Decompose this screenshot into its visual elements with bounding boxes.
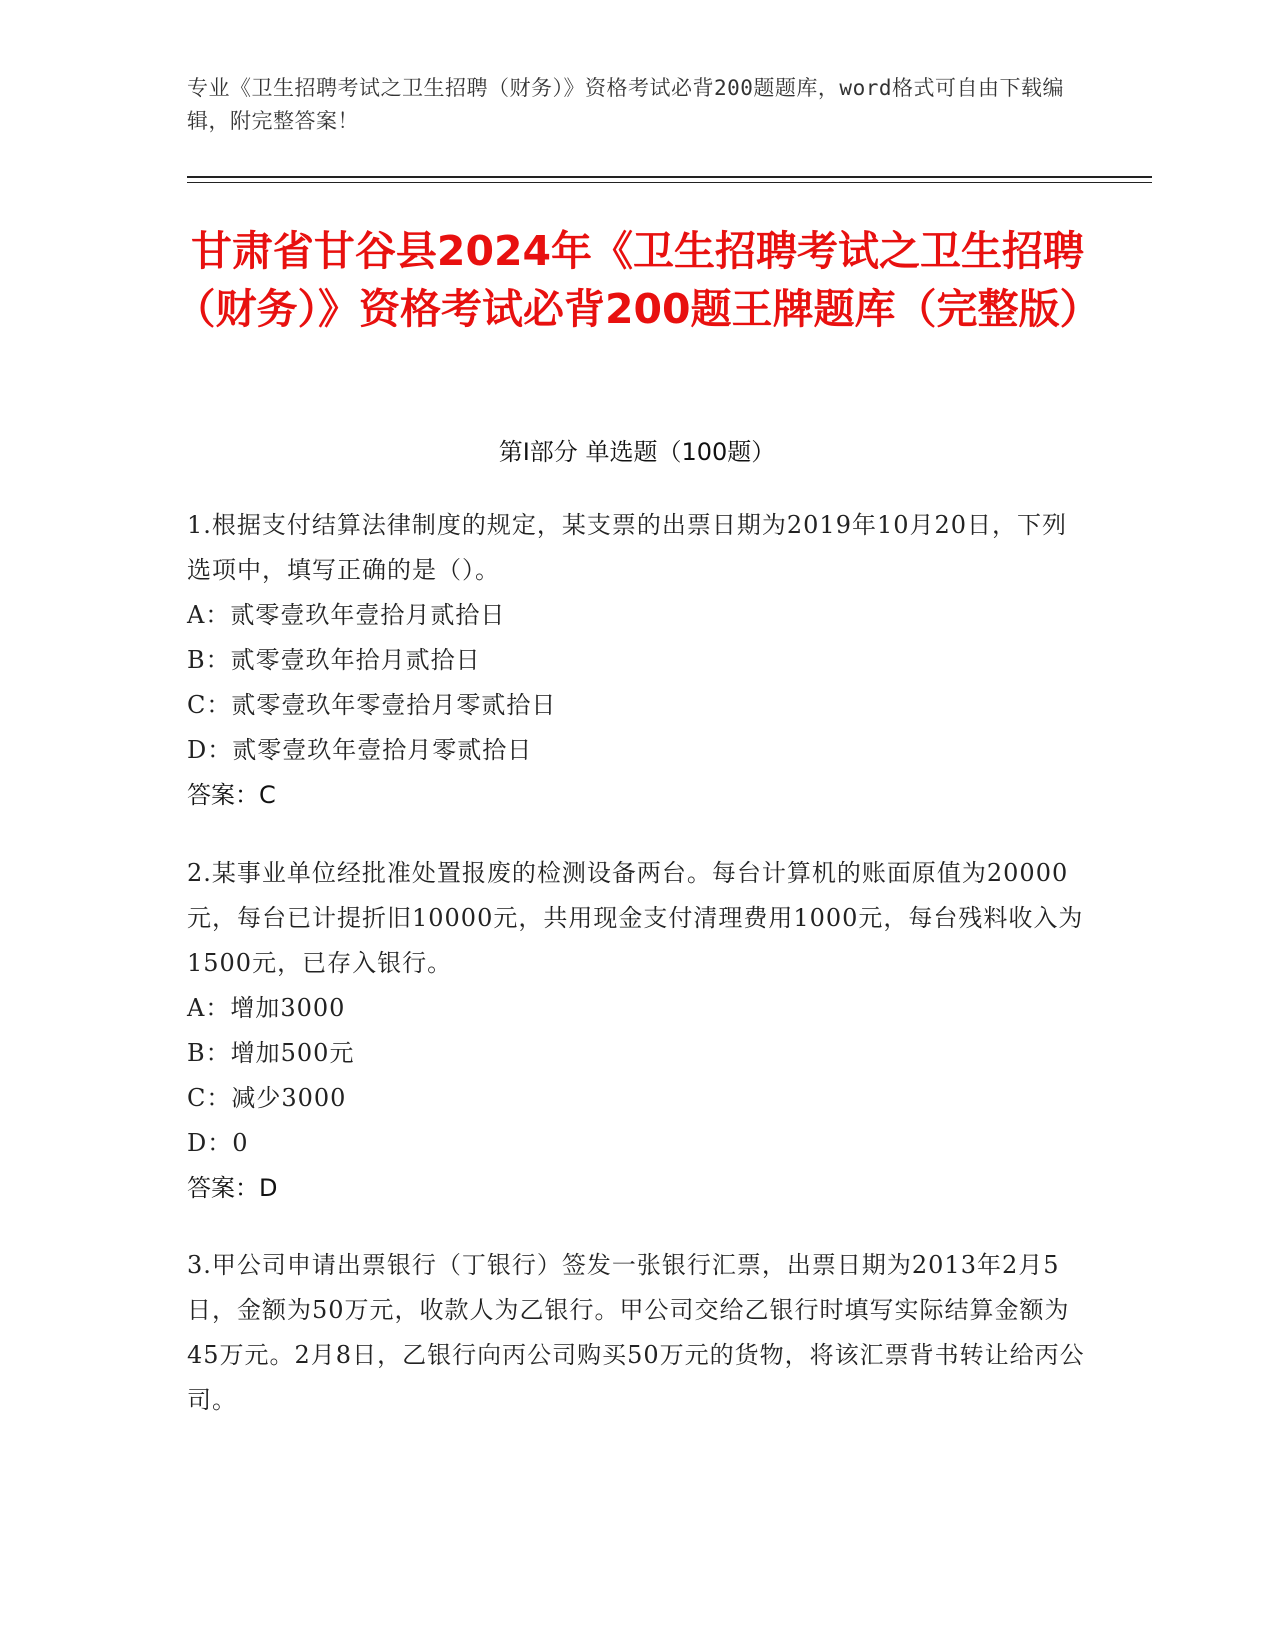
answer: 答案：D	[187, 1174, 278, 1202]
header-note: 专业《卫生招聘考试之卫生招聘（财务）》资格考试必背200题题库，word格式可自由下载编辑，附完整答案！	[187, 76, 1064, 133]
answer: 答案：C	[187, 781, 276, 809]
header-divider-thick	[187, 176, 1152, 178]
question-2	[187, 851, 1087, 1211]
option-a: A：贰零壹玖年壹拾月贰拾日	[187, 601, 506, 629]
option-a: A：增加3000	[187, 994, 346, 1022]
question-3	[187, 1243, 1087, 1423]
option-d: D：贰零壹玖年壹拾月零贰拾日	[187, 736, 533, 764]
option-d: D：0	[187, 1129, 249, 1157]
question-1	[187, 503, 1087, 818]
document-title: 甘肃省甘谷县2024年《卫生招聘考试之卫生招聘（财务）》资格考试必背200题王牌题库（完整版）	[174, 227, 1101, 333]
question-text: 3.甲公司申请出票银行（丁银行）签发一张银行汇票，出票日期为2013年2月5日，金额为50万元，收款人为乙银行。甲公司交给乙银行时填写实际结算金额为45万元。2月8日，乙银行向丙公司购买50万元的货物，将该汇票背书转让给丙公司。	[187, 1251, 1085, 1414]
option-c: C：贰零壹玖年零壹拾月零贰拾日	[187, 691, 557, 719]
question-text: 1.根据支付结算法律制度的规定，某支票的出票日期为2019年10月20日，下列选项中，填写正确的是（）。	[187, 511, 1068, 584]
header-divider-thin	[187, 182, 1152, 183]
option-c: C：减少3000	[187, 1084, 347, 1112]
option-b: B：贰零壹玖年拾月贰拾日	[187, 646, 481, 674]
question-text: 2.某事业单位经批准处置报废的检测设备两台。每台计算机的账面原值为20000元，每台已计提折旧10000元，共用现金支付清理费用1000元，每台残料收入为1500元，已存入银行。	[187, 859, 1084, 977]
section-heading: 第Ⅰ部分 单选题（100题）	[498, 438, 776, 466]
option-b: B：增加500元	[187, 1039, 355, 1067]
